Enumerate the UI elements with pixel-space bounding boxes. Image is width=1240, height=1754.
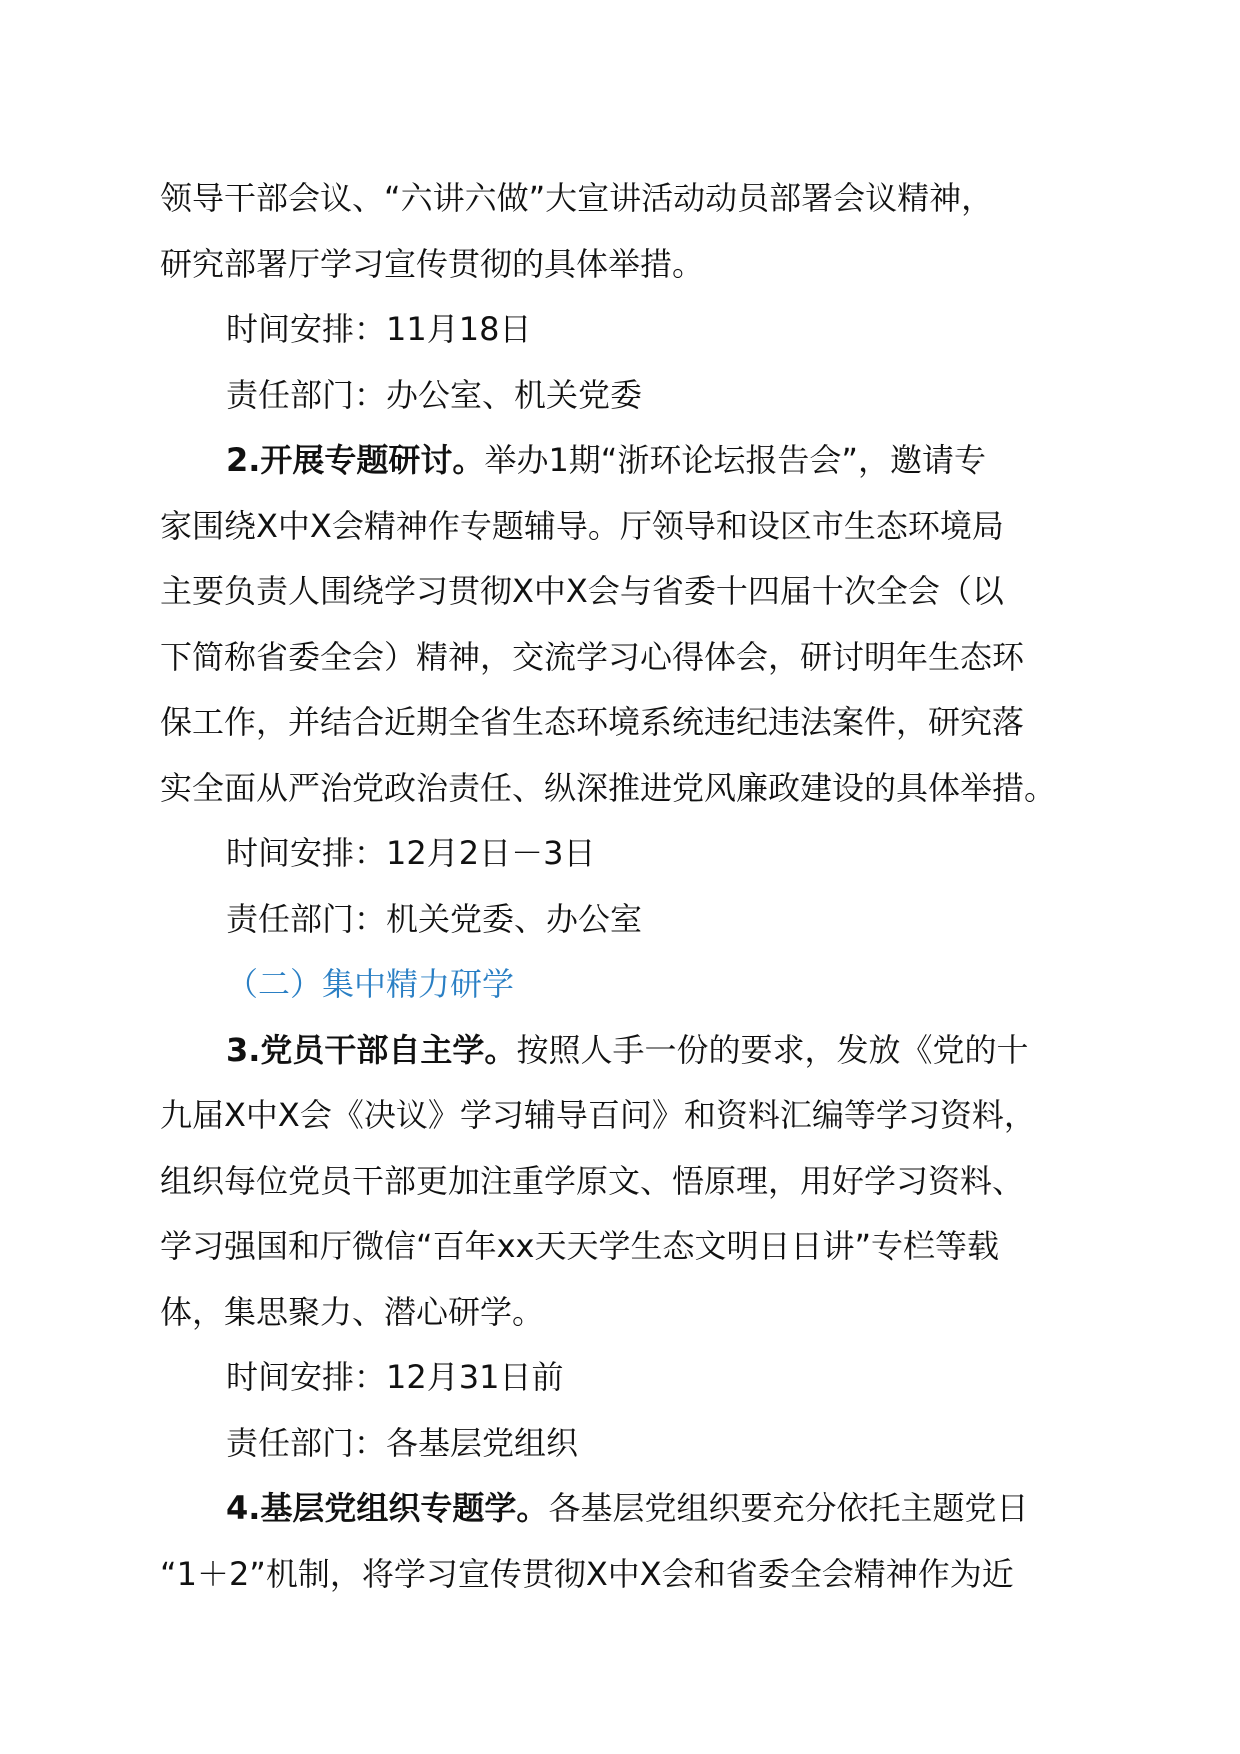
item-3-title: 3.党员干部自主学。 [226,1030,517,1069]
item-4-first-line [160,1476,1120,1542]
paragraph-line: 体，集思聚力、潜心研学。 [160,1292,545,1331]
paragraph-line: 家围绕X中X会精神作专题辅导。厅领导和设区市生态环境局 [160,506,1004,545]
paragraph-line: “1＋2”机制，将学习宣传贯彻X中X会和省委全会精神作为近 [160,1554,1014,1593]
item-4-text: 各基层党组织要充分依托主题党日 [548,1489,1029,1527]
item-4-title: 4.基层党组织专题学。 [226,1489,549,1527]
paragraph-line: 组织每位党员干部更加注重学原文、悟原理，用好学习资料、 [160,1161,1025,1200]
paragraph-line: 九届X中X会《决议》学习辅导百问》和资料汇编等学习资料， [160,1096,1036,1134]
paragraph-line: 下简称省委全会）精神，交流学习心得体会，研讨明年生态环 [160,637,1025,676]
item-2-text: 举办1期“浙环论坛报告会”，邀请专 [484,441,986,479]
responsible-department: 责任部门：各基层党组织 [226,1423,579,1462]
responsible-department: 责任部门：机关党委、办公室 [226,899,643,938]
schedule-time: 时间安排：11月18日 [226,310,532,348]
document-body [160,166,1120,1607]
section-heading: （二）集中精力研学 [226,965,515,1003]
item-3-text: 按照人手一份的要求，发放《党的十 [516,1030,1029,1069]
responsible-department: 责任部门：办公室、机关党委 [226,375,643,414]
schedule-time: 时间安排：12月31日前 [226,1358,564,1396]
paragraph-line: 主要负责人围绕学习贯彻X中X会与省委十四届十次全会（以 [160,572,1004,610]
paragraph-line: 研究部署厅学习宣传贯彻的具体举措。 [160,244,705,283]
item-3-first-line [160,1018,1120,1084]
item-2-title: 2.开展专题研讨。 [226,441,485,479]
paragraph-line: 领导干部会议、“六讲六做”大宣讲活动动员部署会议精神， [160,179,994,217]
paragraph-line: 学习强国和厅微信“百年xx天天学生态文明日日讲”专栏等载 [160,1227,1000,1265]
item-2-first-line [160,428,1120,494]
paragraph-line: 实全面从严治党政治责任、纵深推进党风廉政建设的具体举措。 [160,768,1057,807]
schedule-time: 时间安排：12月2日－3日 [226,834,596,872]
paragraph-line: 保工作，并结合近期全省生态环境系统违纪违法案件，研究落 [160,703,1025,741]
